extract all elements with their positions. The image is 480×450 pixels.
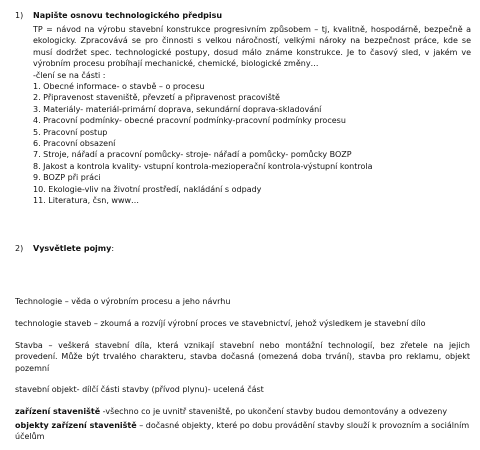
section-2-title-colon: : xyxy=(111,244,115,253)
outline-item: 5. Pracovní postup xyxy=(33,127,108,137)
stavba-line: pozemní xyxy=(15,363,50,373)
stavba-line: Stavba – veškerá stavební díla, která vznikají stavební nebo montážní technologií, bez zřetele na jejich xyxy=(15,341,470,350)
stavba-line: provedení. Může být trvalého charakteru, stavba dočasná (omezená doba trvání), stavba pro reklamu, objekt xyxy=(15,352,470,362)
section-2-title: Vysvětlete pojmy xyxy=(33,244,112,253)
definition-stavebni-objekt: stavební objekt- dílčí části stavby (přívod plynu)- ucelená část xyxy=(15,385,264,394)
definition-technologie: Technologie – věda o výrobním procesu a jeho návrhu xyxy=(15,297,231,306)
section-2-number: 2) xyxy=(15,244,24,253)
outline-item: 3. Materiály- materiál-primární doprava, sekundární doprava-skladování xyxy=(33,104,322,114)
outline-item: 7. Stroje, nářadí a pracovní pomůcky- stroje- nářadí a pomůcky- pomůcky BOZP xyxy=(33,150,352,160)
outline-item: 8. Jakost a kontrola kvality- vstupní kontrola-mezioperační kontrola-výstupní kontrola xyxy=(33,161,373,171)
outline-item: 10. Ekologie-vliv na životní prostředí, nakládání s odpady xyxy=(33,184,262,194)
intro-line: ekologicky. Zpracovává se pro činnosti s velkou náročností, velkými nároky na bezpečnost práce, kde se xyxy=(33,36,471,46)
outline-item: 9. BOZP při práci xyxy=(33,173,101,183)
definition-zarizeni-stavenise xyxy=(15,406,470,417)
outline-item: 6. Pracovní obsazení xyxy=(33,139,116,149)
outline-item: 11. Literatura, čsn, www… xyxy=(33,196,140,206)
objekty-text: – dočasné objekty, které po dobu provádění stavby slouží k provozním a sociálním xyxy=(136,421,470,430)
intro-line: musí dodržet spec. technologické postupy, dosud málo známe konstrukce. Je to časový sled, v jakém ve xyxy=(33,47,471,57)
outline-item: 4. Pracovní podmínky- obecné pracovní podmínky-pracovní podmínky procesu xyxy=(33,116,346,126)
objekty-term: objekty zařízení staveniště xyxy=(15,421,137,430)
section-1-title: Napište osnovu technologického předpisu xyxy=(33,11,223,20)
section-1-body xyxy=(33,24,471,207)
outline-item: 2. Připravenost staveniště, převzetí a připravenost pracoviště xyxy=(33,93,280,103)
section-1-heading xyxy=(15,10,222,21)
definition-technologie-staveb: technologie staveb – zkoumá a rozvíjí výrobní proces ve stavebnictví, jehož výsledkem je stavební dílo xyxy=(15,319,426,328)
section-2-heading xyxy=(15,243,114,254)
intro-line: TP = návod na výrobu stavební konstrukce progresivním způsobem – tj, kvalitně, hospodárně, bezpečně a xyxy=(33,25,471,34)
zarizeni-text: -všechno co je uvnitř staveniště, po ukončení stavby budou demontovány a odvezeny xyxy=(100,407,448,416)
intro-line: výrobním procesu probíhají mechanické, chemické, biologické změny… xyxy=(33,59,319,69)
section-1-number: 1) xyxy=(15,11,24,20)
definition-objekty-zarizeni xyxy=(15,420,470,443)
zarizeni-term: zařízení staveniště xyxy=(15,407,101,416)
definition-stavba xyxy=(15,340,470,374)
parts-label: -člení se na části : xyxy=(33,70,106,80)
objekty-text-cont: účelům xyxy=(15,432,45,442)
outline-item: 1. Obecné informace- o stavbě – o procesu xyxy=(33,82,205,92)
